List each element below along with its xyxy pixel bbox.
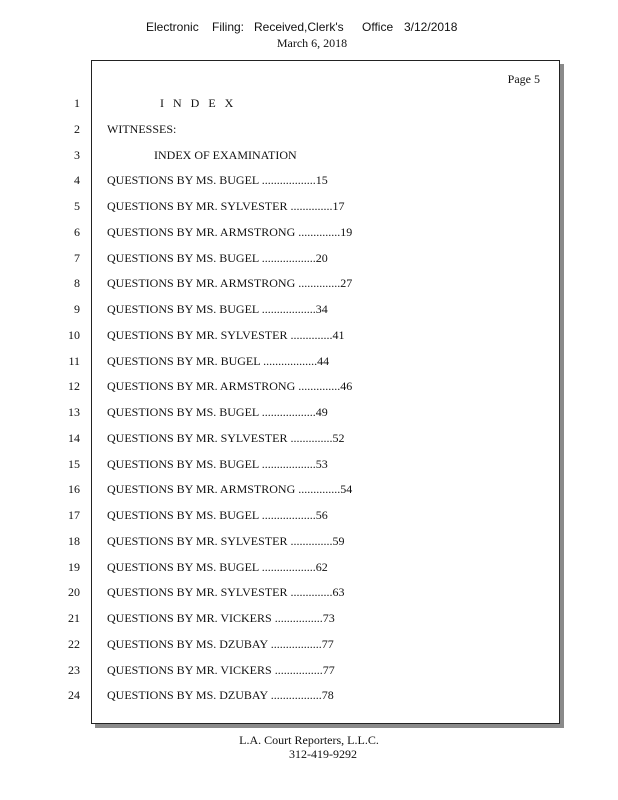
witnesses-label: WITNESSES: — [107, 121, 177, 136]
line-number: 8 — [74, 276, 80, 291]
line-number: 11 — [68, 353, 80, 368]
filing-stamp — [0, 20, 618, 36]
line-number: 21 — [68, 611, 80, 625]
line-number: 12 — [68, 379, 80, 394]
index-entry: QUESTIONS BY MS. BUGEL ..................62 — [107, 559, 328, 574]
line-number: 1 — [74, 96, 80, 110]
line-number: 19 — [68, 559, 80, 574]
line-number: 18 — [68, 533, 80, 548]
index-entry: QUESTIONS BY MS. BUGEL ..................34 — [107, 302, 328, 316]
line-number: 2 — [74, 121, 80, 136]
index-entry: QUESTIONS BY MR. SYLVESTER ..............52 — [107, 430, 345, 445]
index-entry: QUESTIONS BY MR. SYLVESTER ..............41 — [107, 327, 345, 342]
line-number: 22 — [68, 636, 80, 651]
line-number: 15 — [68, 456, 80, 471]
line-number: 13 — [68, 405, 80, 419]
index-entry: QUESTIONS BY MR. ARMSTRONG ..............46 — [107, 379, 353, 394]
transcript-date: March 6, 2018 — [276, 36, 348, 50]
line-number: 4 — [74, 173, 80, 188]
line-number: 7 — [74, 250, 80, 265]
stamp-office: Office — [362, 20, 394, 34]
index-entry: QUESTIONS BY MS. BUGEL ..................56 — [107, 508, 328, 522]
index-entry: QUESTIONS BY MR. SYLVESTER ..............17 — [107, 199, 345, 213]
stamp-date: 3/12/2018 — [404, 20, 458, 34]
footer-company: L.A. Court Reporters, L.L.C. — [239, 733, 379, 747]
index-entry: QUESTIONS BY MS. DZUBAY .................77 — [107, 636, 334, 651]
line-number: 5 — [74, 199, 80, 213]
footer-phone: 312-419-9292 — [289, 747, 357, 761]
stamp-received: Received,Clerk's — [254, 20, 344, 34]
page-number: Page 5 — [507, 72, 540, 86]
index-entry: QUESTIONS BY MR. VICKERS ................77 — [107, 662, 335, 677]
index-entry: QUESTIONS BY MR. SYLVESTER ..............63 — [107, 585, 345, 600]
line-number: 24 — [68, 688, 80, 703]
line-number: 9 — [74, 302, 80, 316]
line-number: 6 — [74, 224, 80, 239]
index-entry: QUESTIONS BY MS. BUGEL ..................20 — [107, 250, 328, 265]
index-of-examination-heading: INDEX OF EXAMINATION — [154, 147, 297, 162]
index-entry: QUESTIONS BY MR. VICKERS ................73 — [107, 611, 335, 625]
index-entry: QUESTIONS BY MR. ARMSTRONG ..............54 — [107, 482, 353, 497]
index-entry: QUESTIONS BY MR. SYLVESTER ..............59 — [107, 533, 345, 548]
index-entry: QUESTIONS BY MS. BUGEL ..................53 — [107, 456, 328, 471]
index-entry: QUESTIONS BY MS. BUGEL ..................15 — [107, 173, 328, 188]
stamp-filing: Filing: — [212, 20, 245, 34]
line-number: 17 — [68, 508, 80, 522]
index-entry: QUESTIONS BY MR. ARMSTRONG ..............27 — [107, 276, 353, 291]
index-entry: QUESTIONS BY MR. BUGEL ..................44 — [107, 353, 330, 368]
index-heading: I N D E X — [160, 96, 237, 110]
stamp-electronic: Electronic — [146, 20, 199, 34]
index-entry: QUESTIONS BY MR. ARMSTRONG ..............19 — [107, 224, 353, 239]
line-number: 23 — [68, 662, 80, 677]
line-number: 3 — [74, 147, 80, 162]
line-number: 10 — [68, 327, 80, 342]
index-entry: QUESTIONS BY MS. DZUBAY .................78 — [107, 688, 334, 703]
line-number: 16 — [68, 482, 80, 497]
line-number: 20 — [68, 585, 80, 600]
index-entry: QUESTIONS BY MS. BUGEL ..................49 — [107, 405, 328, 419]
line-number: 14 — [68, 430, 80, 445]
